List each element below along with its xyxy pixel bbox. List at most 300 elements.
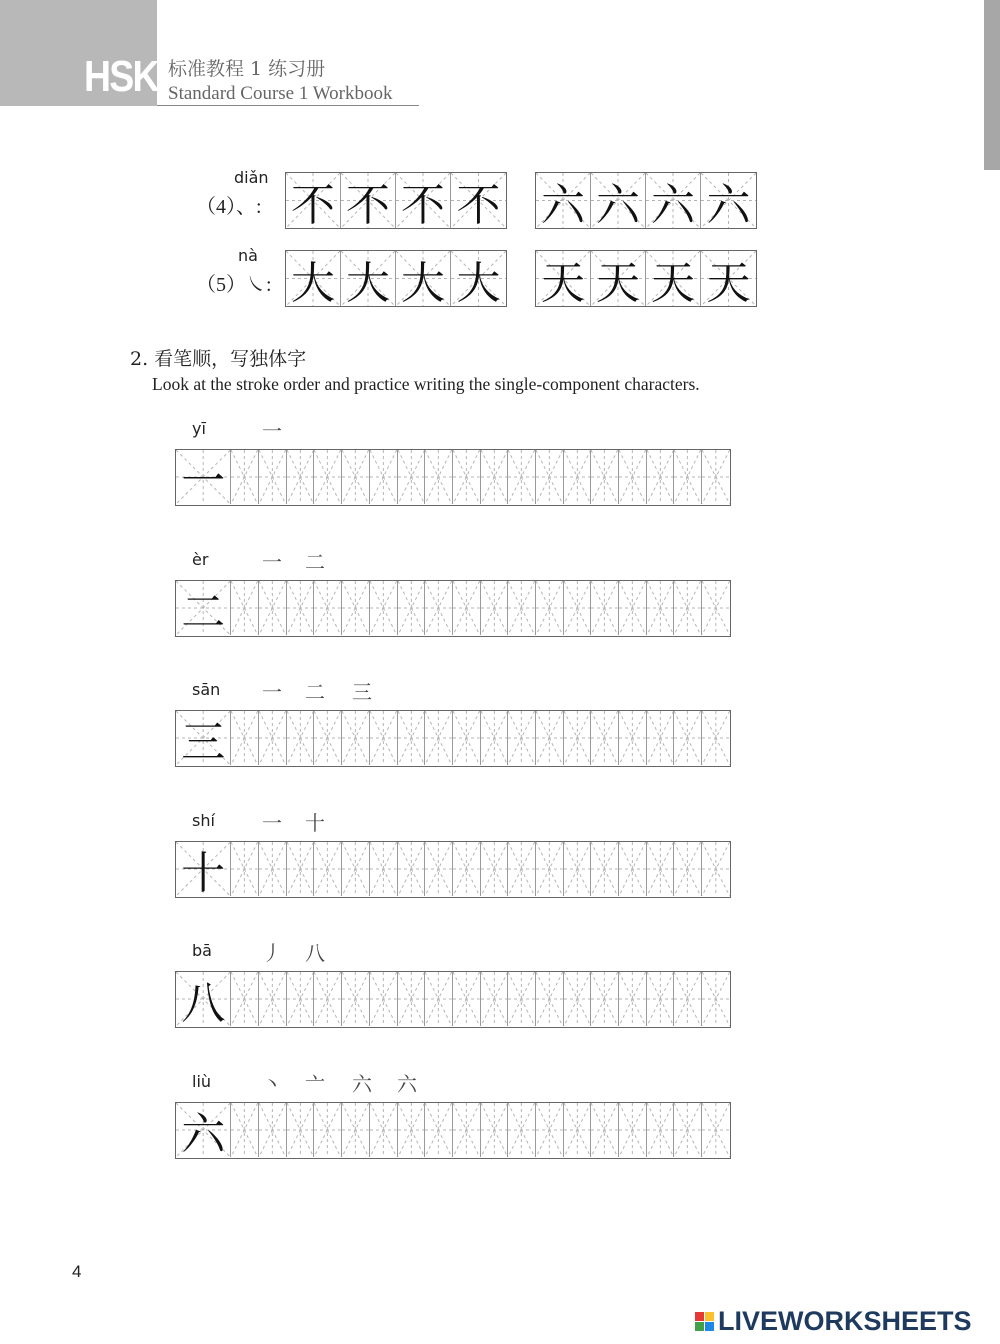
cell-guide-lines (591, 1103, 618, 1157)
practice-cell[interactable] (425, 711, 453, 765)
cell-guide-lines (508, 842, 535, 896)
stroke-order-step: 一 (262, 680, 282, 704)
stroke-order-step: 丶 (262, 1072, 282, 1096)
section2-title: 2. 看笔顺，写独体字 (130, 348, 307, 370)
model-character: 不 (401, 179, 445, 231)
cell-guide-lines (314, 972, 341, 1026)
cell-guide-lines (674, 581, 701, 635)
cell-guide-lines (619, 1103, 646, 1157)
practice-pinyin: shí (192, 811, 215, 830)
practice-grid (175, 710, 731, 767)
practice-cell[interactable] (591, 842, 619, 896)
practice-cell[interactable] (702, 972, 730, 1026)
model-character: 六 (541, 179, 585, 231)
cell-guide-lines (453, 711, 480, 765)
practice-cell[interactable] (287, 1103, 315, 1157)
cell-guide-lines (231, 972, 258, 1026)
practice-cell[interactable] (342, 581, 370, 635)
cell-guide-lines (287, 711, 314, 765)
practice-cell[interactable] (564, 711, 592, 765)
cell-guide-lines (674, 711, 701, 765)
practice-cell[interactable] (231, 842, 259, 896)
practice-cell[interactable] (619, 450, 647, 504)
row5-pinyin: nà (238, 246, 258, 265)
practice-cell[interactable] (259, 581, 287, 635)
model-character: 不 (346, 179, 390, 231)
practice-cell[interactable] (314, 581, 342, 635)
practice-cell[interactable] (647, 581, 675, 635)
cell-guide-lines (453, 842, 480, 896)
cell-guide-lines (453, 581, 480, 635)
practice-grid (175, 580, 731, 637)
character-cell (591, 251, 646, 309)
practice-grid (175, 1102, 731, 1159)
practice-cell[interactable] (619, 581, 647, 635)
practice-cell[interactable] (481, 1103, 509, 1157)
practice-cell[interactable] (398, 972, 426, 1026)
practice-cell[interactable] (647, 450, 675, 504)
practice-cell[interactable] (702, 711, 730, 765)
practice-cell[interactable] (425, 972, 453, 1026)
character-cell (451, 251, 506, 309)
practice-cell[interactable] (453, 972, 481, 1026)
practice-cell[interactable] (314, 842, 342, 896)
cell-guide-lines (564, 450, 591, 504)
cell-guide-lines (647, 972, 674, 1026)
cell-guide-lines (702, 450, 730, 504)
practice-cell[interactable] (674, 1103, 702, 1157)
stroke-order-step: 十 (305, 811, 325, 835)
practice-cell[interactable] (536, 581, 564, 635)
practice-cell[interactable] (702, 842, 730, 896)
practice-cell[interactable] (370, 842, 398, 896)
model-character: 八 (181, 978, 226, 1029)
cell-guide-lines (314, 581, 341, 635)
cell-guide-lines (481, 450, 508, 504)
cell-guide-lines (647, 1103, 674, 1157)
row4-grid-2 (535, 172, 757, 229)
cell-guide-lines (398, 972, 425, 1026)
practice-cell[interactable] (342, 1103, 370, 1157)
practice-cell[interactable] (591, 711, 619, 765)
cell-guide-lines (508, 711, 535, 765)
cell-guide-lines (647, 711, 674, 765)
stroke-order-step: 二 (305, 680, 325, 704)
practice-pinyin: yī (192, 419, 206, 438)
practice-cell[interactable] (647, 1103, 675, 1157)
cell-guide-lines (342, 842, 369, 896)
cell-guide-lines (702, 842, 730, 896)
cell-guide-lines (314, 450, 341, 504)
character-cell (646, 251, 701, 309)
cell-guide-lines (508, 581, 535, 635)
practice-cell[interactable] (231, 450, 259, 504)
practice-cell[interactable] (259, 1103, 287, 1157)
cell-guide-lines (481, 581, 508, 635)
practice-cell[interactable] (398, 1103, 426, 1157)
page-edge-tab (984, 0, 1000, 170)
model-character: 十 (181, 848, 226, 899)
cell-guide-lines (425, 711, 452, 765)
practice-cell[interactable] (619, 1103, 647, 1157)
cell-guide-lines (259, 842, 286, 896)
practice-cell[interactable] (508, 972, 536, 1026)
cell-guide-lines (564, 581, 591, 635)
practice-cell[interactable] (259, 711, 287, 765)
practice-cell[interactable] (536, 842, 564, 896)
cell-guide-lines (481, 711, 508, 765)
practice-cell[interactable] (342, 842, 370, 896)
cell-guide-lines (536, 581, 563, 635)
cell-guide-lines (481, 842, 508, 896)
character-cell (591, 173, 646, 231)
model-character: 天 (596, 257, 640, 309)
practice-cell[interactable] (591, 972, 619, 1026)
practice-cell[interactable] (231, 972, 259, 1026)
cell-guide-lines (231, 842, 258, 896)
cell-guide-lines (536, 1103, 563, 1157)
practice-cell[interactable] (314, 450, 342, 504)
stroke-order-step: 一 (262, 419, 282, 443)
cell-guide-lines (231, 1103, 258, 1157)
practice-cell[interactable] (481, 711, 509, 765)
cell-guide-lines (370, 711, 397, 765)
cell-guide-lines (619, 581, 646, 635)
practice-cell[interactable] (508, 711, 536, 765)
character-cell (451, 173, 506, 231)
practice-cell[interactable] (287, 450, 315, 504)
model-character: 三 (181, 717, 226, 768)
liveworksheets-logo[interactable] (695, 1306, 972, 1337)
practice-cell[interactable] (287, 972, 315, 1026)
practice-cell[interactable] (287, 711, 315, 765)
practice-pinyin: liù (192, 1072, 212, 1091)
practice-cell[interactable] (398, 450, 426, 504)
character-cell (286, 173, 341, 231)
practice-cell[interactable] (398, 581, 426, 635)
cell-guide-lines (508, 972, 535, 1026)
cell-guide-lines (287, 581, 314, 635)
practice-cell[interactable] (591, 1103, 619, 1157)
practice-cell[interactable] (647, 711, 675, 765)
practice-cell[interactable] (398, 711, 426, 765)
practice-cell[interactable] (370, 450, 398, 504)
cell-guide-lines (231, 450, 258, 504)
practice-cell[interactable] (564, 450, 592, 504)
cell-guide-lines (287, 1103, 314, 1157)
practice-cell[interactable] (342, 450, 370, 504)
cell-guide-lines (536, 972, 563, 1026)
model-character: 六 (181, 1109, 226, 1160)
liveworksheets-icon (695, 1312, 714, 1331)
model-character: 不 (456, 179, 501, 231)
cell-guide-lines (702, 581, 730, 635)
practice-grid (175, 971, 731, 1028)
practice-cell[interactable] (425, 581, 453, 635)
cell-guide-lines (453, 972, 480, 1026)
character-cell (701, 173, 756, 231)
stroke-order-step: 三 (352, 680, 372, 704)
practice-cell[interactable] (259, 842, 287, 896)
row5-grid-1 (285, 250, 507, 307)
cell-guide-lines (342, 972, 369, 1026)
cell-guide-lines (425, 1103, 452, 1157)
practice-cell[interactable] (370, 711, 398, 765)
practice-cell[interactable] (508, 842, 536, 896)
cell-guide-lines (564, 1103, 591, 1157)
stroke-order-step: 丿 (262, 941, 282, 965)
cell-guide-lines (342, 1103, 369, 1157)
model-character: 大 (346, 257, 390, 309)
stroke-order-step: 八 (305, 941, 325, 965)
cell-guide-lines (314, 711, 341, 765)
model-character: 大 (456, 257, 501, 309)
practice-cell[interactable] (287, 842, 315, 896)
model-character: 大 (401, 257, 445, 309)
practice-pinyin: èr (192, 550, 209, 569)
character-cell (341, 251, 396, 309)
stroke-order-step: 一 (262, 550, 282, 574)
cell-guide-lines (342, 581, 369, 635)
practice-cell[interactable] (674, 842, 702, 896)
model-character: 天 (541, 257, 585, 309)
cell-guide-lines (259, 1103, 286, 1157)
practice-cell[interactable] (481, 842, 509, 896)
stroke-order-step: 亠 (305, 1072, 325, 1096)
liveworksheets-wordmark: LIVEWORKSHEETS (718, 1306, 972, 1336)
cell-guide-lines (591, 972, 618, 1026)
model-character: 大 (291, 257, 335, 309)
practice-cell[interactable] (702, 581, 730, 635)
cell-guide-lines (647, 581, 674, 635)
cell-guide-lines (231, 711, 258, 765)
practice-cell[interactable] (564, 972, 592, 1026)
cell-guide-lines (536, 711, 563, 765)
cell-guide-lines (398, 1103, 425, 1157)
practice-cell[interactable] (314, 972, 342, 1026)
cell-guide-lines (564, 842, 591, 896)
practice-cell[interactable] (342, 972, 370, 1026)
cell-guide-lines (564, 972, 591, 1026)
practice-cell[interactable] (702, 1103, 730, 1157)
cell-guide-lines (702, 1103, 730, 1157)
practice-cell[interactable] (674, 972, 702, 1026)
practice-cell[interactable] (564, 842, 592, 896)
practice-cell[interactable] (453, 450, 481, 504)
stroke-order-step: 二 (305, 550, 325, 574)
practice-cell[interactable] (481, 581, 509, 635)
practice-cell[interactable] (591, 450, 619, 504)
practice-cell[interactable] (370, 581, 398, 635)
character-cell (646, 173, 701, 231)
cell-guide-lines (674, 1103, 701, 1157)
practice-cell[interactable] (370, 972, 398, 1026)
practice-cell[interactable] (674, 711, 702, 765)
model-character: 六 (596, 179, 640, 231)
cell-guide-lines (453, 1103, 480, 1157)
practice-cell[interactable] (508, 1103, 536, 1157)
cell-guide-lines (508, 450, 535, 504)
cell-guide-lines (398, 450, 425, 504)
character-cell (176, 972, 231, 1029)
practice-cell[interactable] (647, 972, 675, 1026)
book-title-chinese: 标准教程 1 练习册 (168, 58, 326, 80)
practice-cell[interactable] (314, 711, 342, 765)
model-character: 不 (291, 179, 335, 231)
practice-cell[interactable] (481, 450, 509, 504)
practice-cell[interactable] (342, 711, 370, 765)
practice-cell[interactable] (425, 842, 453, 896)
model-character: 天 (651, 257, 695, 309)
cell-guide-lines (259, 972, 286, 1026)
cell-guide-lines (370, 581, 397, 635)
page-number: 4 (72, 1262, 82, 1281)
practice-pinyin: bā (192, 941, 212, 960)
cell-guide-lines (536, 450, 563, 504)
practice-cell[interactable] (564, 581, 592, 635)
character-cell (396, 173, 451, 231)
cell-guide-lines (619, 972, 646, 1026)
cell-guide-lines (425, 972, 452, 1026)
practice-cell[interactable] (536, 711, 564, 765)
cell-guide-lines (425, 450, 452, 504)
cell-guide-lines (259, 711, 286, 765)
practice-cell[interactable] (453, 1103, 481, 1157)
practice-pinyin: sān (192, 680, 221, 699)
hsk-logo: HSK (84, 52, 158, 101)
cell-guide-lines (647, 842, 674, 896)
cell-guide-lines (481, 972, 508, 1026)
practice-cell[interactable] (674, 581, 702, 635)
character-cell (536, 251, 591, 309)
cell-guide-lines (647, 450, 674, 504)
cell-guide-lines (591, 581, 618, 635)
practice-cell[interactable] (591, 581, 619, 635)
practice-cell[interactable] (453, 842, 481, 896)
row4-pinyin: diǎn (234, 168, 269, 187)
practice-cell[interactable] (619, 711, 647, 765)
cell-guide-lines (287, 842, 314, 896)
practice-cell[interactable] (536, 1103, 564, 1157)
character-cell (396, 251, 451, 309)
model-character: 二 (181, 587, 226, 638)
practice-cell[interactable] (453, 711, 481, 765)
practice-cell[interactable] (314, 1103, 342, 1157)
cell-guide-lines (259, 581, 286, 635)
practice-cell[interactable] (508, 581, 536, 635)
character-cell (341, 173, 396, 231)
cell-guide-lines (370, 842, 397, 896)
cell-guide-lines (314, 842, 341, 896)
row4-grid-1 (285, 172, 507, 229)
practice-cell[interactable] (453, 581, 481, 635)
cell-guide-lines (370, 972, 397, 1026)
practice-cell[interactable] (536, 450, 564, 504)
cell-guide-lines (425, 581, 452, 635)
cell-guide-lines (398, 581, 425, 635)
practice-grid (175, 449, 731, 506)
practice-cell[interactable] (508, 450, 536, 504)
practice-cell[interactable] (231, 1103, 259, 1157)
character-cell (536, 173, 591, 231)
practice-cell[interactable] (398, 842, 426, 896)
cell-guide-lines (591, 450, 618, 504)
cell-guide-lines (508, 1103, 535, 1157)
practice-cell[interactable] (481, 972, 509, 1026)
practice-cell[interactable] (231, 581, 259, 635)
cell-guide-lines (370, 450, 397, 504)
practice-cell[interactable] (287, 581, 315, 635)
practice-cell[interactable] (425, 1103, 453, 1157)
cell-guide-lines (702, 972, 730, 1026)
cell-guide-lines (287, 450, 314, 504)
practice-cell[interactable] (702, 450, 730, 504)
row5-grid-2 (535, 250, 757, 307)
cell-guide-lines (425, 842, 452, 896)
cell-guide-lines (619, 450, 646, 504)
practice-cell[interactable] (259, 450, 287, 504)
practice-cell[interactable] (231, 711, 259, 765)
cell-guide-lines (674, 972, 701, 1026)
cell-guide-lines (231, 581, 258, 635)
character-cell (176, 581, 231, 638)
cell-guide-lines (370, 1103, 397, 1157)
stroke-order-step: 一 (262, 811, 282, 835)
cell-guide-lines (481, 1103, 508, 1157)
cell-guide-lines (314, 1103, 341, 1157)
practice-grid (175, 841, 731, 898)
cell-guide-lines (536, 842, 563, 896)
cell-guide-lines (564, 711, 591, 765)
stroke-order-step: 六 (352, 1072, 372, 1096)
book-title-english: Standard Course 1 Workbook (168, 83, 393, 104)
practice-cell[interactable] (674, 450, 702, 504)
cell-guide-lines (619, 842, 646, 896)
practice-cell[interactable] (619, 842, 647, 896)
cell-guide-lines (591, 842, 618, 896)
cell-guide-lines (342, 450, 369, 504)
practice-cell[interactable] (370, 1103, 398, 1157)
practice-cell[interactable] (259, 972, 287, 1026)
practice-cell[interactable] (647, 842, 675, 896)
cell-guide-lines (591, 711, 618, 765)
character-cell (176, 842, 231, 899)
cell-guide-lines (674, 842, 701, 896)
practice-cell[interactable] (619, 972, 647, 1026)
header-divider (157, 105, 419, 106)
character-cell (176, 711, 231, 768)
model-character: 六 (706, 179, 751, 231)
character-cell (701, 251, 756, 309)
model-character: 天 (706, 257, 751, 309)
cell-guide-lines (702, 711, 730, 765)
row4-label: （4）、: (196, 196, 262, 218)
character-cell (176, 450, 231, 507)
practice-cell[interactable] (536, 972, 564, 1026)
practice-cell[interactable] (564, 1103, 592, 1157)
character-cell (286, 251, 341, 309)
row5-label: （5）㇏: (196, 274, 272, 296)
cell-guide-lines (674, 450, 701, 504)
cell-guide-lines (342, 711, 369, 765)
model-character: 一 (181, 456, 226, 507)
cell-guide-lines (398, 711, 425, 765)
cell-guide-lines (619, 711, 646, 765)
cell-guide-lines (398, 842, 425, 896)
cell-guide-lines (259, 450, 286, 504)
practice-cell[interactable] (425, 450, 453, 504)
stroke-order-step: 六 (397, 1072, 417, 1096)
